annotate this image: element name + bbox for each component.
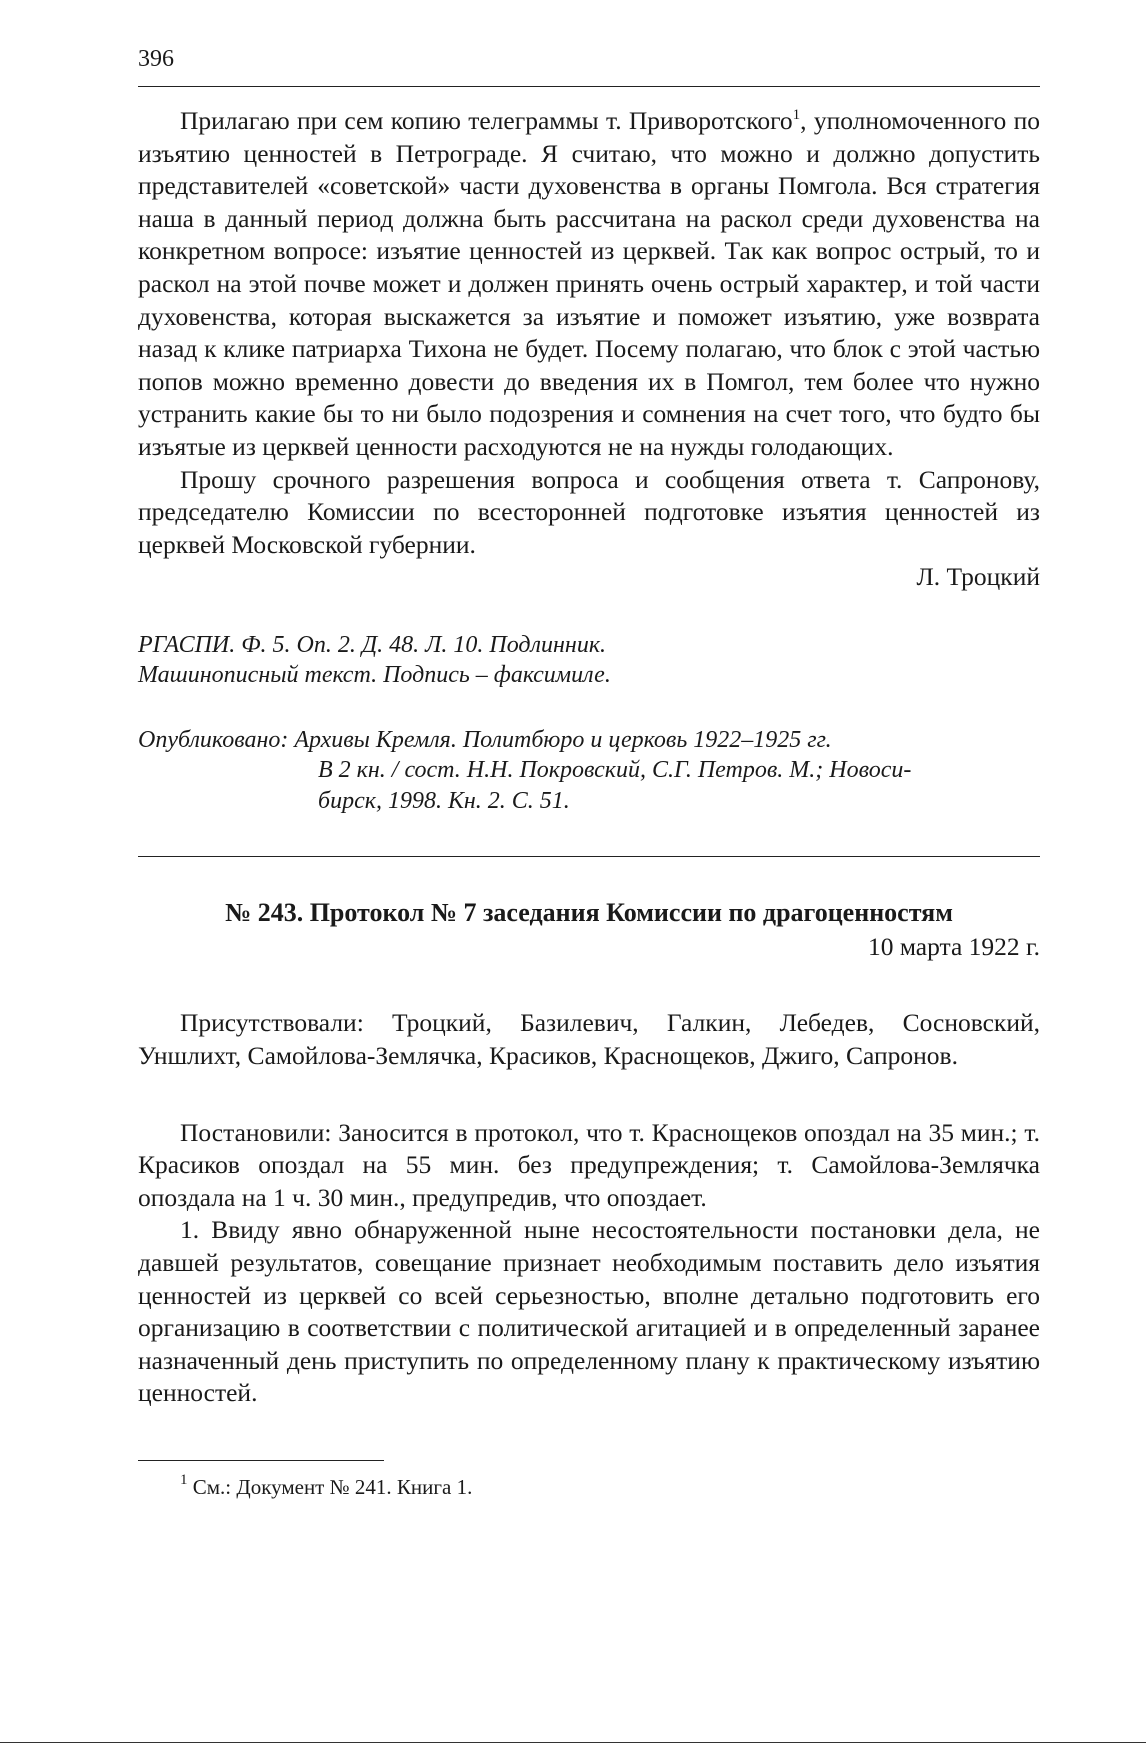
footnote-text: См.: Документ № 241. Книга 1. <box>192 1474 473 1499</box>
publication-reference <box>138 725 1040 817</box>
signature: Л. Троцкий <box>916 562 1040 592</box>
publication-first-line <box>138 725 1040 756</box>
publication-line-2: В 2 кн. / сост. Н.Н. Покровский, С.Г. Петров. М.; Новоси- <box>318 757 912 784</box>
letter-paragraph-1-rest: , уполномоченного по изъятию ценностей в Петрограде. Я считаю, что можно и должно допустить представителей «советской» части духовенства в органы Помгола. Вся стратегия наша в данный период должна быть рассчитана на раскол среди духовенства на конкретном вопросе: изъятие ценностей из церквей. Так как вопрос острый, то и раскол на этой почве может и должен принять очень острый характер, и той части духовенства, которая выскажется за изъятие и поможет изъятию, уже возврата назад к клике патриарха Тихона не будет. Посему полагаю, что блок с этой частью попов можно временно довести до введения их в Помгол, тем более что нужно устранить какие бы то ни было подозрения и сомнения на счет того, что будто бы изъятые из церквей ценности расходуются не на нужды голодающих. <box>138 106 1040 461</box>
letter-paragraph-1 <box>138 105 1040 464</box>
archive-reference <box>138 630 1040 691</box>
present-paragraph: Присутствовали: Троцкий, Базилевич, Галкин, Лебедев, Сосновский, Уншлихт, Самойлова-Землячка, Красиков, Краснощеков, Джиго, Сапронов. <box>138 1008 1040 1070</box>
item-1-paragraph: 1. Ввиду явно обнаруженной ныне несостоятельности постановки дела, не давшей результатов, совещание признает необходимым поставить дело изъятия ценностей из церквей со всей серьезностью, вполне детально подготовить его организацию в соответствии с политической агитацией и в определенный заранее назначенный день приступить по определенному плану к практическому изъятию ценностей. <box>138 1215 1040 1408</box>
letter-paragraph-1-start: Прилагаю при сем копию телеграммы т. Приворотского <box>180 106 793 135</box>
footnote <box>180 1473 1040 1501</box>
scan-bottom-edge <box>0 1742 1146 1743</box>
section-rule <box>138 856 1040 857</box>
publication-line-3: бирск, 1998. Кн. 2. С. 51. <box>318 787 570 814</box>
book-page <box>138 44 1040 1501</box>
footnote-rule <box>138 1460 384 1461</box>
footnote-reference[interactable]: 1 <box>792 107 801 123</box>
letter-paragraph-2: Прошу срочного разрешения вопроса и сообщения ответа т. Сапронову, председателю Комиссии по всесторонней подготовке изъятия ценностей из церквей Московской губернии. <box>138 464 1040 559</box>
resolved-paragraph: Постановили: Заносится в протокол, что т. Краснощеков опоздал на 35 мин.; т. Красиков опоздал на 55 мин. без предупреждения; т. Самойлова-Землячка опоздала на 1 ч. 30 мин., предупредив, что опоздает. <box>138 1117 1040 1212</box>
publication-label: Опубликовано: <box>138 726 289 753</box>
page-number: 396 <box>138 46 174 72</box>
header-rule <box>138 86 1040 87</box>
publication-line-1: Архивы Кремля. Политбюро и церковь 1922–1925 гг. <box>294 726 832 753</box>
document-date: 10 марта 1922 г. <box>867 932 1040 962</box>
archive-line-2: Машинописный текст. Подпись – факсимиле. <box>138 662 611 689</box>
document-heading: № 243. Протокол № 7 заседания Комиссии по драгоценностям <box>225 898 953 928</box>
footnote-mark: 1 <box>180 1471 188 1488</box>
archive-line-1: РГАСПИ. Ф. 5. Оп. 2. Д. 48. Л. 10. Подлинник. <box>138 631 607 658</box>
